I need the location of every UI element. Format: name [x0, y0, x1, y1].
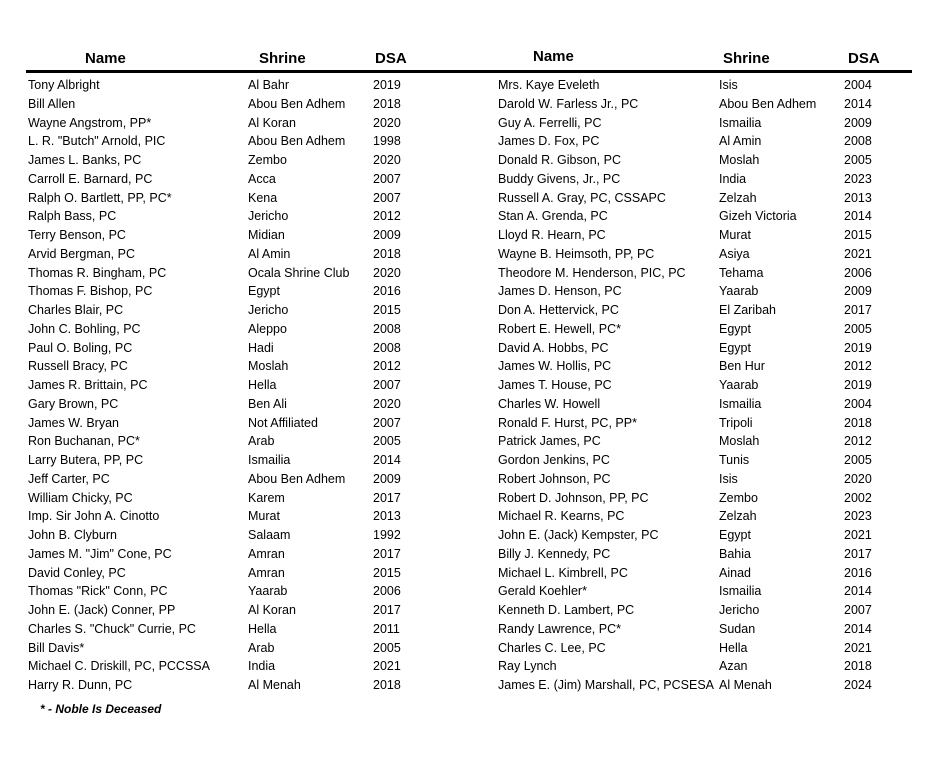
- table-row: [498, 582, 912, 601]
- shrine-cell: Egypt: [719, 528, 751, 542]
- shrine-cell: Al Menah: [248, 678, 301, 692]
- table-row: [28, 601, 448, 620]
- dsa-cell: 2009: [373, 471, 401, 486]
- dsa-cell: 2014: [844, 96, 872, 111]
- dsa-cell: 2015: [844, 228, 872, 242]
- shrine-cell: Isis: [719, 78, 738, 92]
- table-row: [498, 282, 912, 301]
- name-cell: Arvid Bergman, PC: [28, 246, 135, 261]
- name-cell: John E. (Jack) Kempster, PC: [498, 528, 659, 542]
- dsa-cell: 1992: [373, 528, 401, 542]
- shrine-cell: Ismailia: [719, 115, 762, 130]
- shrine-cell: India: [248, 659, 276, 674]
- dsa-cell: 2021: [844, 640, 872, 655]
- shrine-cell: Abou Ben Adhem: [719, 96, 817, 111]
- shrine-cell: Azan: [719, 659, 748, 674]
- left-name-header: Name: [85, 50, 126, 67]
- table-row: [28, 207, 448, 226]
- dsa-cell: 2014: [844, 209, 872, 224]
- name-cell: Wayne Angstrom, PP*: [28, 115, 152, 130]
- table-row: [498, 76, 912, 95]
- shrine-cell: India: [719, 171, 747, 186]
- dsa-cell: 2013: [844, 190, 872, 205]
- name-cell: Kenneth D. Lambert, PC: [498, 603, 635, 617]
- name-cell: Darold W. Farless Jr., PC: [498, 96, 639, 111]
- table-row: [498, 489, 912, 508]
- name-cell: James W. Hollis, PC: [498, 359, 612, 374]
- shrine-cell: Salaam: [248, 528, 291, 542]
- shrine-cell: Acca: [248, 171, 276, 186]
- footnote: * - Noble Is Deceased: [40, 702, 162, 716]
- left-column: [28, 76, 448, 695]
- name-cell: Jeff Carter, PC: [28, 471, 110, 486]
- table-row: [498, 395, 912, 414]
- table-row: [498, 114, 912, 133]
- table-row: [498, 264, 912, 283]
- dsa-cell: 2019: [844, 378, 872, 392]
- dsa-cell: 2018: [844, 415, 872, 430]
- shrine-cell: Ismailia: [719, 584, 762, 599]
- right-column: [498, 76, 912, 695]
- table-row: [498, 470, 912, 489]
- dsa-cell: 2020: [373, 396, 401, 411]
- dsa-cell: 2014: [844, 621, 872, 636]
- dsa-cell: 2012: [373, 209, 401, 224]
- shrine-cell: Zelzah: [719, 190, 757, 205]
- shrine-cell: Egypt: [719, 321, 751, 336]
- name-cell: James E. (Jim) Marshall, PC, PCSESA: [498, 678, 715, 692]
- dsa-cell: 2020: [844, 471, 872, 486]
- name-cell: Gordon Jenkins, PC: [498, 453, 610, 467]
- dsa-cell: 2021: [844, 528, 872, 542]
- name-cell: L. R. "Butch" Arnold, PIC: [28, 134, 166, 149]
- dsa-cell: 2007: [373, 378, 401, 392]
- shrine-cell: Hella: [719, 640, 748, 655]
- shrine-cell: Al Menah: [719, 678, 772, 692]
- dsa-cell: 2008: [373, 321, 401, 336]
- name-cell: Gerald Koehler*: [498, 584, 587, 599]
- shrine-cell: Al Amin: [248, 246, 291, 261]
- table-row: [28, 676, 448, 695]
- table-row: [28, 76, 448, 95]
- table-row: [28, 545, 448, 564]
- name-cell: Theodore M. Henderson, PIC, PC: [498, 265, 686, 280]
- table-row: [28, 376, 448, 395]
- table-row: [28, 451, 448, 470]
- right-shrine-header: Shrine: [723, 50, 770, 67]
- name-cell: Charles S. "Chuck" Currie, PC: [28, 621, 196, 636]
- shrine-cell: Hella: [248, 378, 277, 392]
- name-cell: Mrs. Kaye Eveleth: [498, 78, 600, 92]
- name-cell: Ray Lynch: [498, 659, 557, 674]
- table-row: [498, 676, 912, 695]
- dsa-cell: 2005: [373, 640, 401, 655]
- shrine-cell: Al Koran: [248, 603, 296, 617]
- shrine-cell: Moslah: [248, 359, 289, 374]
- table-row: [498, 170, 912, 189]
- dsa-cell: 2018: [373, 678, 401, 692]
- shrine-cell: Moslah: [719, 153, 760, 167]
- shrine-cell: Egypt: [719, 340, 751, 355]
- dsa-cell: 2008: [373, 340, 401, 355]
- table-row: [28, 320, 448, 339]
- table-row: [28, 582, 448, 601]
- name-cell: Larry Butera, PP, PC: [28, 453, 144, 467]
- name-cell: James D. Fox, PC: [498, 134, 600, 149]
- table-row: [28, 657, 448, 676]
- shrine-cell: Egypt: [248, 284, 280, 299]
- dsa-cell: 2004: [844, 78, 872, 92]
- name-cell: Thomas "Rick" Conn, PC: [28, 584, 168, 599]
- shrine-cell: Gizeh Victoria: [719, 209, 797, 224]
- dsa-cell: 2007: [844, 603, 872, 617]
- dsa-cell: 2006: [844, 265, 872, 280]
- table-row: [28, 620, 448, 639]
- name-cell: Michael R. Kearns, PC: [498, 509, 625, 524]
- table-row: [498, 151, 912, 170]
- shrine-cell: Tehama: [719, 265, 764, 280]
- name-cell: David A. Hobbs, PC: [498, 340, 609, 355]
- dsa-cell: 2015: [373, 565, 401, 580]
- shrine-cell: Abou Ben Adhem: [248, 471, 346, 486]
- table-row: [28, 339, 448, 358]
- right-name-header: Name: [533, 48, 574, 65]
- dsa-cell: 2016: [373, 284, 401, 299]
- shrine-cell: Yaarab: [719, 378, 759, 392]
- dsa-cell: 2014: [844, 584, 872, 599]
- shrine-cell: Amran: [248, 546, 285, 561]
- name-cell: Buddy Givens, Jr., PC: [498, 171, 621, 186]
- name-cell: Donald R. Gibson, PC: [498, 153, 621, 167]
- dsa-cell: 2013: [373, 509, 401, 524]
- dsa-cell: 2009: [844, 115, 872, 130]
- name-cell: Terry Benson, PC: [28, 228, 126, 242]
- table-row: [498, 245, 912, 264]
- name-cell: Don A. Hettervick, PC: [498, 303, 619, 317]
- name-cell: Tony Albright: [28, 78, 100, 92]
- table-row: [28, 114, 448, 133]
- name-cell: Billy J. Kennedy, PC: [498, 546, 611, 561]
- dsa-cell: 2009: [844, 284, 872, 299]
- table-row: [498, 639, 912, 658]
- shrine-cell: Hadi: [248, 340, 274, 355]
- dsa-cell: 2020: [373, 115, 401, 130]
- shrine-cell: Jericho: [248, 209, 289, 224]
- table-row: [28, 357, 448, 376]
- table-row: [28, 282, 448, 301]
- name-cell: Robert D. Johnson, PP, PC: [498, 490, 649, 505]
- table-row: [498, 601, 912, 620]
- table-row: [498, 376, 912, 395]
- dsa-cell: 2017: [373, 546, 401, 561]
- shrine-cell: Murat: [248, 509, 280, 524]
- table-row: [498, 95, 912, 114]
- header-divider: [26, 70, 912, 73]
- shrine-cell: El Zaribah: [719, 303, 776, 317]
- shrine-cell: Bahia: [719, 546, 751, 561]
- shrine-cell: Jericho: [248, 303, 289, 317]
- table-row: [28, 639, 448, 658]
- dsa-cell: 2019: [844, 340, 872, 355]
- table-row: [498, 189, 912, 208]
- name-cell: Ron Buchanan, PC*: [28, 434, 140, 449]
- table-row: [28, 432, 448, 451]
- name-cell: Bill Allen: [28, 96, 76, 111]
- name-cell: Guy A. Ferrelli, PC: [498, 115, 602, 130]
- shrine-cell: Ocala Shrine Club: [248, 265, 350, 280]
- dsa-cell: 2023: [844, 171, 872, 186]
- name-cell: Paul O. Boling, PC: [28, 340, 133, 355]
- table-row: [498, 657, 912, 676]
- table-row: [28, 170, 448, 189]
- dsa-cell: 2017: [373, 490, 401, 505]
- name-cell: John B. Clyburn: [28, 528, 117, 542]
- table-row: [498, 357, 912, 376]
- table-row: [498, 620, 912, 639]
- name-cell: Thomas F. Bishop, PC: [28, 284, 153, 299]
- dsa-cell: 2017: [844, 546, 872, 561]
- table-row: [498, 507, 912, 526]
- table-row: [28, 414, 448, 433]
- shrine-cell: Zembo: [719, 490, 758, 505]
- shrine-cell: Moslah: [719, 434, 760, 449]
- table-row: [498, 320, 912, 339]
- name-cell: Wayne B. Heimsoth, PP, PC: [498, 246, 655, 261]
- dsa-cell: 2021: [373, 659, 401, 674]
- name-cell: James M. "Jim" Cone, PC: [28, 546, 172, 561]
- dsa-cell: 2018: [373, 96, 401, 111]
- dsa-cell: 2016: [844, 565, 872, 580]
- shrine-cell: Al Bahr: [248, 78, 289, 92]
- dsa-cell: 2017: [844, 303, 872, 317]
- name-cell: Gary Brown, PC: [28, 396, 119, 411]
- dsa-cell: 2006: [373, 584, 401, 599]
- name-cell: Robert E. Hewell, PC*: [498, 321, 621, 336]
- dsa-cell: 2011: [373, 621, 400, 636]
- shrine-cell: Jericho: [719, 603, 760, 617]
- shrine-cell: Murat: [719, 228, 751, 242]
- name-cell: Ralph O. Bartlett, PP, PC*: [28, 190, 172, 205]
- dsa-cell: 2018: [373, 246, 401, 261]
- name-cell: Russell Bracy, PC: [28, 359, 128, 374]
- shrine-cell: Zembo: [248, 153, 287, 167]
- table-row: [28, 245, 448, 264]
- shrine-cell: Arab: [248, 640, 275, 655]
- name-cell: Lloyd R. Hearn, PC: [498, 228, 606, 242]
- table-row: [498, 545, 912, 564]
- dsa-cell: 2020: [373, 153, 401, 167]
- table-row: [28, 526, 448, 545]
- shrine-cell: Aleppo: [248, 321, 287, 336]
- name-cell: James R. Brittain, PC: [28, 378, 148, 392]
- shrine-cell: Midian: [248, 228, 285, 242]
- shrine-cell: Ainad: [719, 565, 751, 580]
- table-row: [498, 132, 912, 151]
- name-cell: James W. Bryan: [28, 415, 119, 430]
- left-dsa-header: DSA: [375, 50, 407, 67]
- dsa-cell: 2012: [844, 359, 872, 374]
- name-cell: John E. (Jack) Conner, PP: [28, 603, 176, 617]
- right-dsa-header: DSA: [848, 50, 880, 67]
- name-cell: Randy Lawrence, PC*: [498, 621, 621, 636]
- table-row: [498, 226, 912, 245]
- table-row: [28, 301, 448, 320]
- shrine-cell: Isis: [719, 471, 738, 486]
- dsa-cell: 2007: [373, 171, 401, 186]
- table-row: [498, 207, 912, 226]
- shrine-cell: Abou Ben Adhem: [248, 134, 346, 149]
- table-row: [498, 451, 912, 470]
- name-cell: Imp. Sir John A. Cinotto: [28, 509, 160, 524]
- dsa-cell: 2023: [844, 509, 872, 524]
- name-cell: Ronald F. Hurst, PC, PP*: [498, 415, 637, 430]
- name-cell: James D. Henson, PC: [498, 284, 622, 299]
- table-row: [498, 526, 912, 545]
- dsa-cell: 2002: [844, 490, 872, 505]
- shrine-cell: Yaarab: [248, 584, 288, 599]
- shrine-cell: Zelzah: [719, 509, 757, 524]
- table-row: [28, 395, 448, 414]
- name-cell: Russell A. Gray, PC, CSSAPC: [498, 190, 666, 205]
- name-cell: Thomas R. Bingham, PC: [28, 265, 167, 280]
- dsa-cell: 2012: [844, 434, 872, 449]
- name-cell: James L. Banks, PC: [28, 153, 142, 167]
- shrine-cell: Abou Ben Adhem: [248, 96, 346, 111]
- name-cell: Patrick James, PC: [498, 434, 601, 449]
- dsa-cell: 2007: [373, 190, 401, 205]
- table-row: [28, 226, 448, 245]
- name-cell: Charles C. Lee, PC: [498, 640, 606, 655]
- dsa-cell: 2024: [844, 678, 872, 692]
- dsa-cell: 2017: [373, 603, 401, 617]
- shrine-cell: Al Amin: [719, 134, 762, 149]
- table-row: [28, 189, 448, 208]
- name-cell: David Conley, PC: [28, 565, 126, 580]
- shrine-cell: Yaarab: [719, 284, 759, 299]
- name-cell: Stan A. Grenda, PC: [498, 209, 608, 224]
- name-cell: Charles W. Howell: [498, 396, 601, 411]
- table-row: [498, 432, 912, 451]
- shrine-cell: Tripoli: [719, 415, 753, 430]
- name-cell: Michael C. Driskill, PC, PCCSSA: [28, 659, 210, 674]
- table-row: [498, 339, 912, 358]
- name-cell: Bill Davis*: [28, 640, 85, 655]
- shrine-cell: Ben Ali: [248, 396, 287, 411]
- name-cell: Carroll E. Barnard, PC: [28, 171, 153, 186]
- dsa-cell: 2005: [373, 434, 401, 449]
- table-row: [498, 564, 912, 583]
- shrine-cell: Al Koran: [248, 115, 296, 130]
- dsa-cell: 2018: [844, 659, 872, 674]
- shrine-cell: Ismailia: [248, 453, 291, 467]
- dsa-cell: 2005: [844, 153, 872, 167]
- table-row: [28, 132, 448, 151]
- dsa-cell: 2008: [844, 134, 872, 149]
- dsa-cell: 2019: [373, 78, 401, 92]
- dsa-cell: 2014: [373, 453, 401, 467]
- name-cell: Ralph Bass, PC: [28, 209, 117, 224]
- shrine-cell: Kena: [248, 190, 278, 205]
- dsa-cell: 2005: [844, 321, 872, 336]
- shrine-cell: Amran: [248, 565, 285, 580]
- shrine-cell: Arab: [248, 434, 275, 449]
- table-row: [498, 414, 912, 433]
- table-row: [28, 489, 448, 508]
- name-cell: Harry R. Dunn, PC: [28, 678, 133, 692]
- name-cell: Michael L. Kimbrell, PC: [498, 565, 628, 580]
- name-cell: James T. House, PC: [498, 378, 612, 392]
- name-cell: Robert Johnson, PC: [498, 471, 611, 486]
- name-cell: John C. Bohling, PC: [28, 321, 141, 336]
- shrine-cell: Karem: [248, 490, 285, 505]
- dsa-cell: 2015: [373, 303, 401, 317]
- table-row: [28, 564, 448, 583]
- shrine-cell: Ismailia: [719, 396, 762, 411]
- shrine-cell: Asiya: [719, 246, 750, 261]
- name-cell: Charles Blair, PC: [28, 303, 124, 317]
- table-row: [498, 301, 912, 320]
- dsa-cell: 2020: [373, 265, 401, 280]
- shrine-cell: Tunis: [719, 453, 750, 467]
- table-row: [28, 264, 448, 283]
- shrine-cell: Not Affiliated: [248, 415, 318, 430]
- shrine-cell: Hella: [248, 621, 277, 636]
- table-row: [28, 151, 448, 170]
- table-row: [28, 95, 448, 114]
- shrine-cell: Sudan: [719, 621, 756, 636]
- left-shrine-header: Shrine: [259, 50, 306, 67]
- dsa-cell: 2005: [844, 453, 872, 467]
- shrine-cell: Ben Hur: [719, 359, 765, 374]
- table-row: [28, 507, 448, 526]
- table-row: [28, 470, 448, 489]
- dsa-cell: 2007: [373, 415, 401, 430]
- name-cell: William Chicky, PC: [28, 490, 133, 505]
- dsa-cell: 2004: [844, 396, 872, 411]
- dsa-cell: 2021: [844, 246, 872, 261]
- dsa-cell: 1998: [373, 134, 401, 149]
- dsa-cell: 2012: [373, 359, 401, 374]
- dsa-cell: 2009: [373, 228, 401, 242]
